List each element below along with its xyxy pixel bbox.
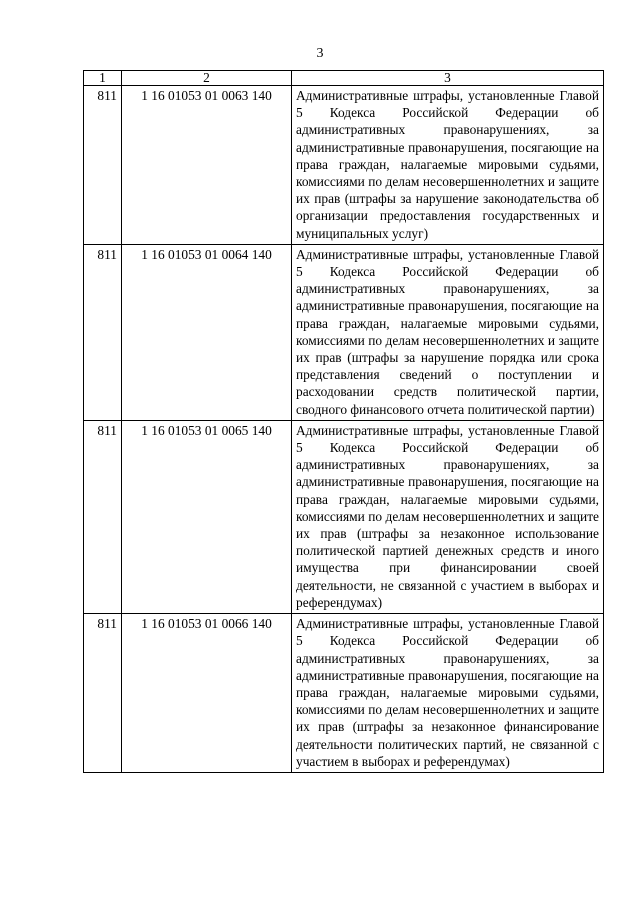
- column-header-1: 1: [84, 71, 122, 86]
- admin-code-cell: 811: [84, 86, 122, 245]
- column-header-3: 3: [292, 71, 604, 86]
- admin-code-cell: 811: [84, 614, 122, 773]
- admin-code-cell: 811: [84, 420, 122, 613]
- table-row: [84, 86, 604, 245]
- admin-code-cell: 811: [84, 244, 122, 420]
- kbk-code-cell: 1 16 01053 01 0064 140: [122, 244, 292, 420]
- kbk-code-cell: 1 16 01053 01 0065 140: [122, 420, 292, 613]
- page-number: 3: [316, 46, 324, 61]
- table-row: [84, 420, 604, 613]
- table-header-row: [84, 71, 604, 86]
- table-row: [84, 614, 604, 773]
- revenue-codes-table: [83, 70, 604, 773]
- description-cell: Административные штрафы, установленные Главой 5 Кодекса Российской Федерации об административных правонарушениях, за административные правонарушения, посягающие на права граждан, налагаемые мировыми судьями, комиссиями по делам несовершеннолетних и защите их прав (штрафы за нарушение законодательства об организации предоставления государственных и муниципальных услуг): [292, 86, 604, 245]
- description-cell: Административные штрафы, установленные Главой 5 Кодекса Российской Федерации об административных правонарушениях, за административные правонарушения, посягающие на права граждан, налагаемые мировыми судьями, комиссиями по делам несовершеннолетних и защите их прав (штрафы за незаконное использование политической партией денежных средств и иного имущества при финансировании своей деятельности, не связанной с участием в выборах и референдумах): [292, 420, 604, 613]
- description-cell: Административные штрафы, установленные Главой 5 Кодекса Российской Федерации об административных правонарушениях, за административные правонарушения, посягающие на права граждан, налагаемые мировыми судьями, комиссиями по делам несовершеннолетних и защите их прав (штрафы за нарушение порядка или срока представления сведений о поступлении и расходовании средств политической партии, сводного финансового отчета политической партии): [292, 244, 604, 420]
- kbk-code-cell: 1 16 01053 01 0066 140: [122, 614, 292, 773]
- column-header-2: 2: [122, 71, 292, 86]
- description-cell: Административные штрафы, установленные Главой 5 Кодекса Российской Федерации об административных правонарушениях, за административные правонарушения, посягающие на права граждан, налагаемые мировыми судьями, комиссиями по делам несовершеннолетних и защите их прав (штрафы за незаконное финансирование деятельности политических партий, не связанной с участием в выборах и референдумах): [292, 614, 604, 773]
- kbk-code-cell: 1 16 01053 01 0063 140: [122, 86, 292, 245]
- table-row: [84, 244, 604, 420]
